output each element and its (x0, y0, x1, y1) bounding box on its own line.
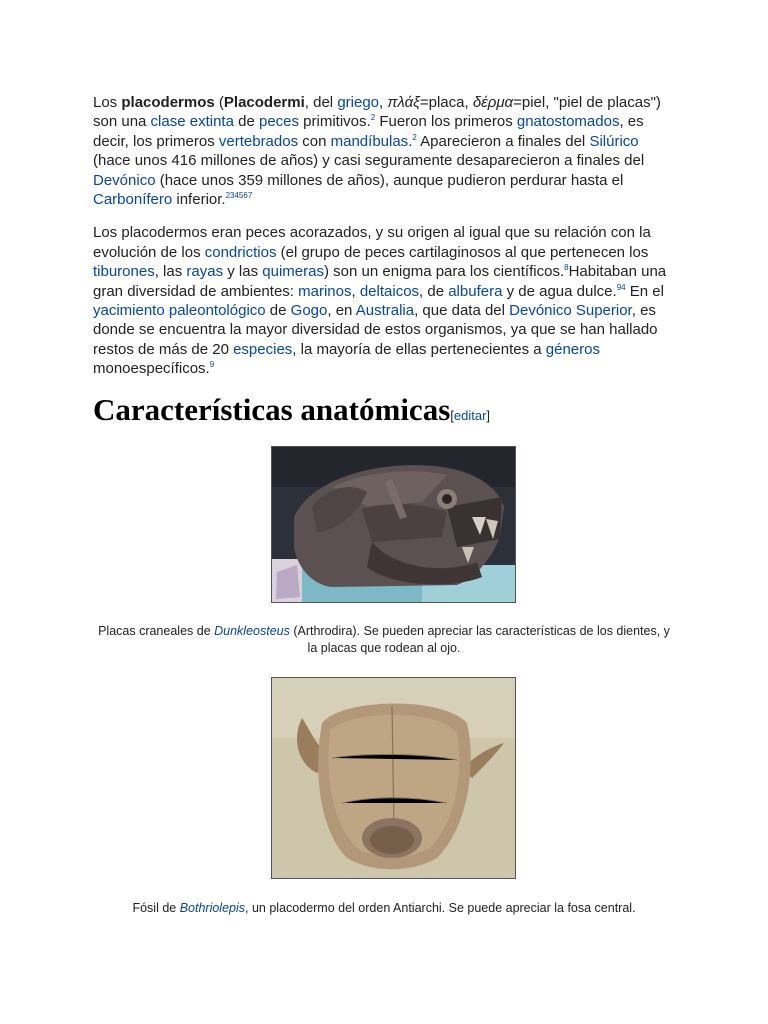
link-tiburones[interactable]: tiburones (93, 263, 155, 281)
link-extinta[interactable]: extinta (189, 113, 234, 131)
link-carbonifero[interactable]: Carbonífero (93, 191, 173, 209)
link-gogo[interactable]: Gogo (290, 302, 328, 320)
link-yacimiento[interactable]: yacimiento (93, 302, 165, 320)
link-griego[interactable]: griego (337, 94, 380, 111)
edit-link[interactable]: editar (453, 408, 487, 423)
link-especies[interactable]: especies (233, 340, 293, 358)
greek-plax: πλάξ (387, 94, 420, 111)
link-quimeras[interactable]: quimeras (262, 263, 324, 281)
reference-link[interactable]: 8 (564, 263, 569, 273)
reference-link[interactable]: 2 (412, 132, 417, 142)
link-silurico[interactable]: Silúrico (589, 132, 639, 150)
bold-term-placodermos: placodermos (121, 94, 215, 111)
section-heading (93, 390, 490, 436)
edit-section: [editar] (450, 408, 491, 423)
link-australia[interactable]: Australia (355, 302, 415, 320)
link-clase[interactable]: clase (150, 113, 186, 131)
intro-paragraph-2: Los placodermos eran peces acorazados, y su origen al igual que su relación con la evolución de los condrictios (el grupo de peces cartilaginosos al que pertenecen los tiburones, las rayas y las quimeras) son un enigma para los científicos.$^8$Habitaban una gran diversidad de ambientes: marinos, deltaicos, de albufera y de agua dulce.$^{94}$ En el yacimiento paleontológico de Gogo, en Australia, que data del Devónico Superior, es donde se encuentra la mayor diversidad de estos organismos, ya que se han hallado restos de más de 20 especies, la mayoría de ellas pertenecientes a géneros monoespecíficos.$^9$ (93, 224, 667, 378)
link-albufera[interactable]: albufera (448, 282, 503, 300)
link-rayas[interactable]: rayas (186, 263, 224, 281)
reference-link[interactable]: 234567 (225, 191, 253, 201)
link-mandibulas[interactable]: mandíbulas (330, 132, 409, 150)
link-dunkleosteus[interactable]: Dunkleosteus (214, 624, 290, 638)
link-devonico[interactable]: Devónico (93, 171, 156, 189)
figure-caption-2: Fósil de Bothriolepis, un placodermo del orden Antiarchi. Se puede apreciar la fosa central. (132, 901, 636, 915)
figure-caption-1: Placas craneales de Dunkleosteus (Arthrodira). Se pueden apreciar las características de los dientes, y la placas que rodean al ojo. (98, 624, 670, 655)
link-bothriolepis[interactable]: Bothriolepis (179, 901, 246, 915)
bold-term-placodermi: Placodermi (223, 94, 305, 111)
reference-link[interactable]: 9 (209, 360, 215, 370)
article-intro (93, 93, 673, 379)
dunkleosteus-illustration (272, 447, 515, 602)
bothriolepis-illustration (272, 678, 515, 878)
link-deltaicos[interactable]: deltaicos (359, 282, 420, 300)
link-vertebrados[interactable]: vertebrados (218, 132, 299, 150)
reference-link[interactable]: 2 (370, 113, 376, 123)
link-paleontologico[interactable]: paleontológico (168, 302, 266, 320)
reference-link[interactable]: 94 (616, 282, 626, 292)
link-marinos[interactable]: marinos (298, 282, 352, 300)
link-generos[interactable]: géneros (545, 340, 600, 358)
section-title: Características anatómicas (93, 392, 451, 427)
intro-paragraph-1: Los placodermos (Placodermi, del griego, πλάξ=placa, δέρμα=piel, "piel de placas") son una clase extinta de peces primitivos.$^2$ Fueron los primeros gnatostomados, es decir, los primeros vertebrados con mandíbulas.$^2$ Aparecieron a finales del Silúrico (hace unos 416 millones de años) y casi seguramente desaparecieron a finales del Devónico (hace unos 359 millones de años), aunque pudieron perdurar hasta el Carbonífero inferior.$^{234567}$ (93, 94, 661, 209)
link-condrictios[interactable]: condrictios (204, 243, 277, 261)
greek-derma: δέρμα (472, 94, 514, 111)
bothriolepis-fossil-image[interactable] (271, 677, 516, 879)
link-devonico-superior[interactable]: Devónico Superior (509, 302, 632, 320)
dunkleosteus-skull-image[interactable] (271, 446, 516, 603)
link-gnatostomados[interactable]: gnatostomados (516, 113, 620, 131)
link-peces[interactable]: peces (258, 113, 300, 131)
